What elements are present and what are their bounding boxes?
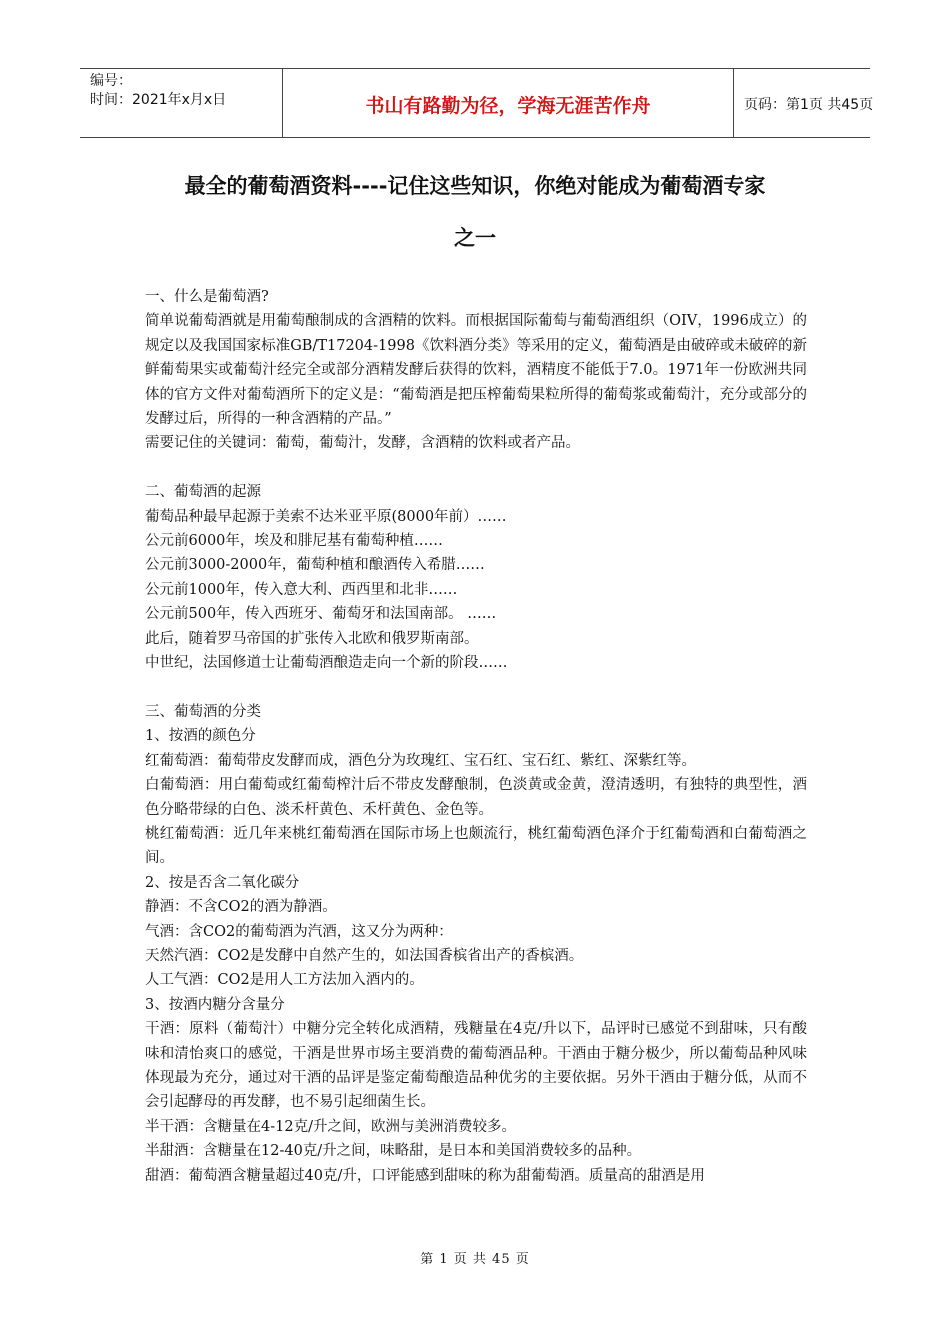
blank-line	[145, 675, 807, 699]
page-footer: 第 1 页 共 45 页	[420, 1252, 530, 1267]
body-paragraph: 需要记住的关键词：葡萄，葡萄汁，发酵，含酒精的饮料或者产品。	[145, 435, 580, 452]
body-paragraph: 气酒：含CO2的葡萄酒为汽酒，这又分为两种：	[145, 923, 453, 940]
body-paragraph: 公元前1000年，传入意大利、西西里和北非……	[145, 581, 458, 598]
blank-line	[145, 456, 807, 480]
body-paragraph: 公元前3000-2000年，葡萄种植和酿酒传入希腊……	[145, 557, 485, 574]
body-paragraph: 白葡萄酒：用白葡萄或红葡萄榨汁后不带皮发酵酿制，色淡黄或金黄，澄清透明，有独特的典型性，酒色分略带绿的白色、淡禾杆黄色、禾杆黄色、金色等。	[145, 777, 807, 818]
body-paragraph: 3、按酒内糖分含量分	[145, 996, 285, 1013]
body-paragraph: 1、按酒的颜色分	[145, 728, 256, 745]
body-paragraph: 桃红葡萄酒：近几年来桃红葡萄酒在国际市场上也颇流行，桃红葡萄酒色泽介于红葡萄酒和白葡萄酒之间。	[145, 825, 807, 867]
header-meta-cell	[80, 69, 283, 137]
body-paragraph: 半甜酒：含糖量在12-40克/升之间，味略甜，是日本和美国消费较多的品种。	[145, 1143, 642, 1160]
body-paragraph: 公元前6000年，埃及和腓尼基有葡萄种植……	[145, 533, 443, 550]
body-paragraph: 一、什么是葡萄酒?	[145, 289, 269, 305]
document-time-label: 时间：2021年x月x日	[90, 92, 227, 108]
document-number-label: 编号：	[90, 73, 132, 89]
header-page-info: 页码：第1页 共45页	[744, 97, 874, 113]
header-motto-cell	[283, 69, 734, 137]
body-paragraph: 甜酒：葡萄酒含糖量超过40克/升，口评能感到甜味的称为甜葡萄酒。质量高的甜酒是用	[145, 1167, 705, 1184]
body-paragraph: 此后，随着罗马帝国的扩张传入北欧和俄罗斯南部。	[145, 630, 479, 647]
document-title-line-1: 最全的葡萄酒资料----记住这些知识，你绝对能成为葡萄酒专家	[184, 174, 766, 198]
header-page-cell	[734, 69, 874, 137]
body-paragraph: 葡萄品种最早起源于美索不达米亚平原(8000年前）……	[145, 508, 507, 525]
body-paragraph: 静酒：不含CO2的酒为静酒。	[145, 899, 337, 916]
body-paragraph: 红葡萄酒：葡萄带皮发酵而成，酒色分为玫瑰红、宝石红、宝石红、紫红、深紫红等。	[145, 752, 696, 769]
body-paragraph: 干酒：原料（葡萄汁）中糖分完全转化成酒精，残糖量在4克/升以下，品评时已感觉不到甜味，只有酸味和清怡爽口的感觉，干酒是世界市场主要消费的葡萄酒品种。干酒由于糖分极少，所以葡萄品种风味体现最为充分，通过对干酒的品评是鉴定葡萄酿造品种优劣的主要依据。另外干酒由于糖分低，从而不会引起酵母的再发酵，也不易引起细菌生长。	[145, 1021, 807, 1111]
body-paragraph: 2、按是否含二氧化碳分	[145, 874, 300, 891]
body-paragraph: 中世纪，法国修道士让葡萄酒酿造走向一个新的阶段……	[145, 655, 508, 672]
document-title-line-2: 之一	[454, 226, 496, 250]
document-header	[80, 68, 874, 138]
body-paragraph: 二、葡萄酒的起源	[145, 484, 261, 501]
body-paragraph: 三、葡萄酒的分类	[145, 703, 261, 720]
body-paragraph: 天然汽酒：CO2是发酵中自然产生的，如法国香槟省出产的香槟酒。	[145, 947, 584, 964]
body-paragraph: 公元前500年，传入西班牙、葡萄牙和法国南部。 ……	[145, 606, 497, 623]
body-paragraph: 半干酒：含糖量在4-12克/升之间，欧洲与美洲消费较多。	[145, 1118, 516, 1135]
document-body	[145, 285, 807, 1188]
header-motto: 书山有路勤为径，学海无涯苦作舟	[365, 95, 651, 117]
body-paragraph: 简单说葡萄酒就是用葡萄酿制成的含酒精的饮料。而根据国际葡萄与葡萄酒组织（OIV，1996成立）的规定以及我国国家标准GB/T17204-1998《饮料酒分类》等采用的定义，葡萄酒是由破碎或未破碎的新鲜葡萄果实或葡萄汁经完全或部分酒精发酵后获得的饮料，酒精度不能低于7.0。1971年一份欧洲共同体的官方文件对葡萄酒所下的定义是：“葡萄酒是把压榨葡萄果粒所得的葡萄浆或葡萄汁，充分或部分的发酵过后，所得的一种含酒精的产品。”	[145, 313, 807, 428]
body-paragraph: 人工气酒：CO2是用人工方法加入酒内的。	[145, 972, 424, 989]
